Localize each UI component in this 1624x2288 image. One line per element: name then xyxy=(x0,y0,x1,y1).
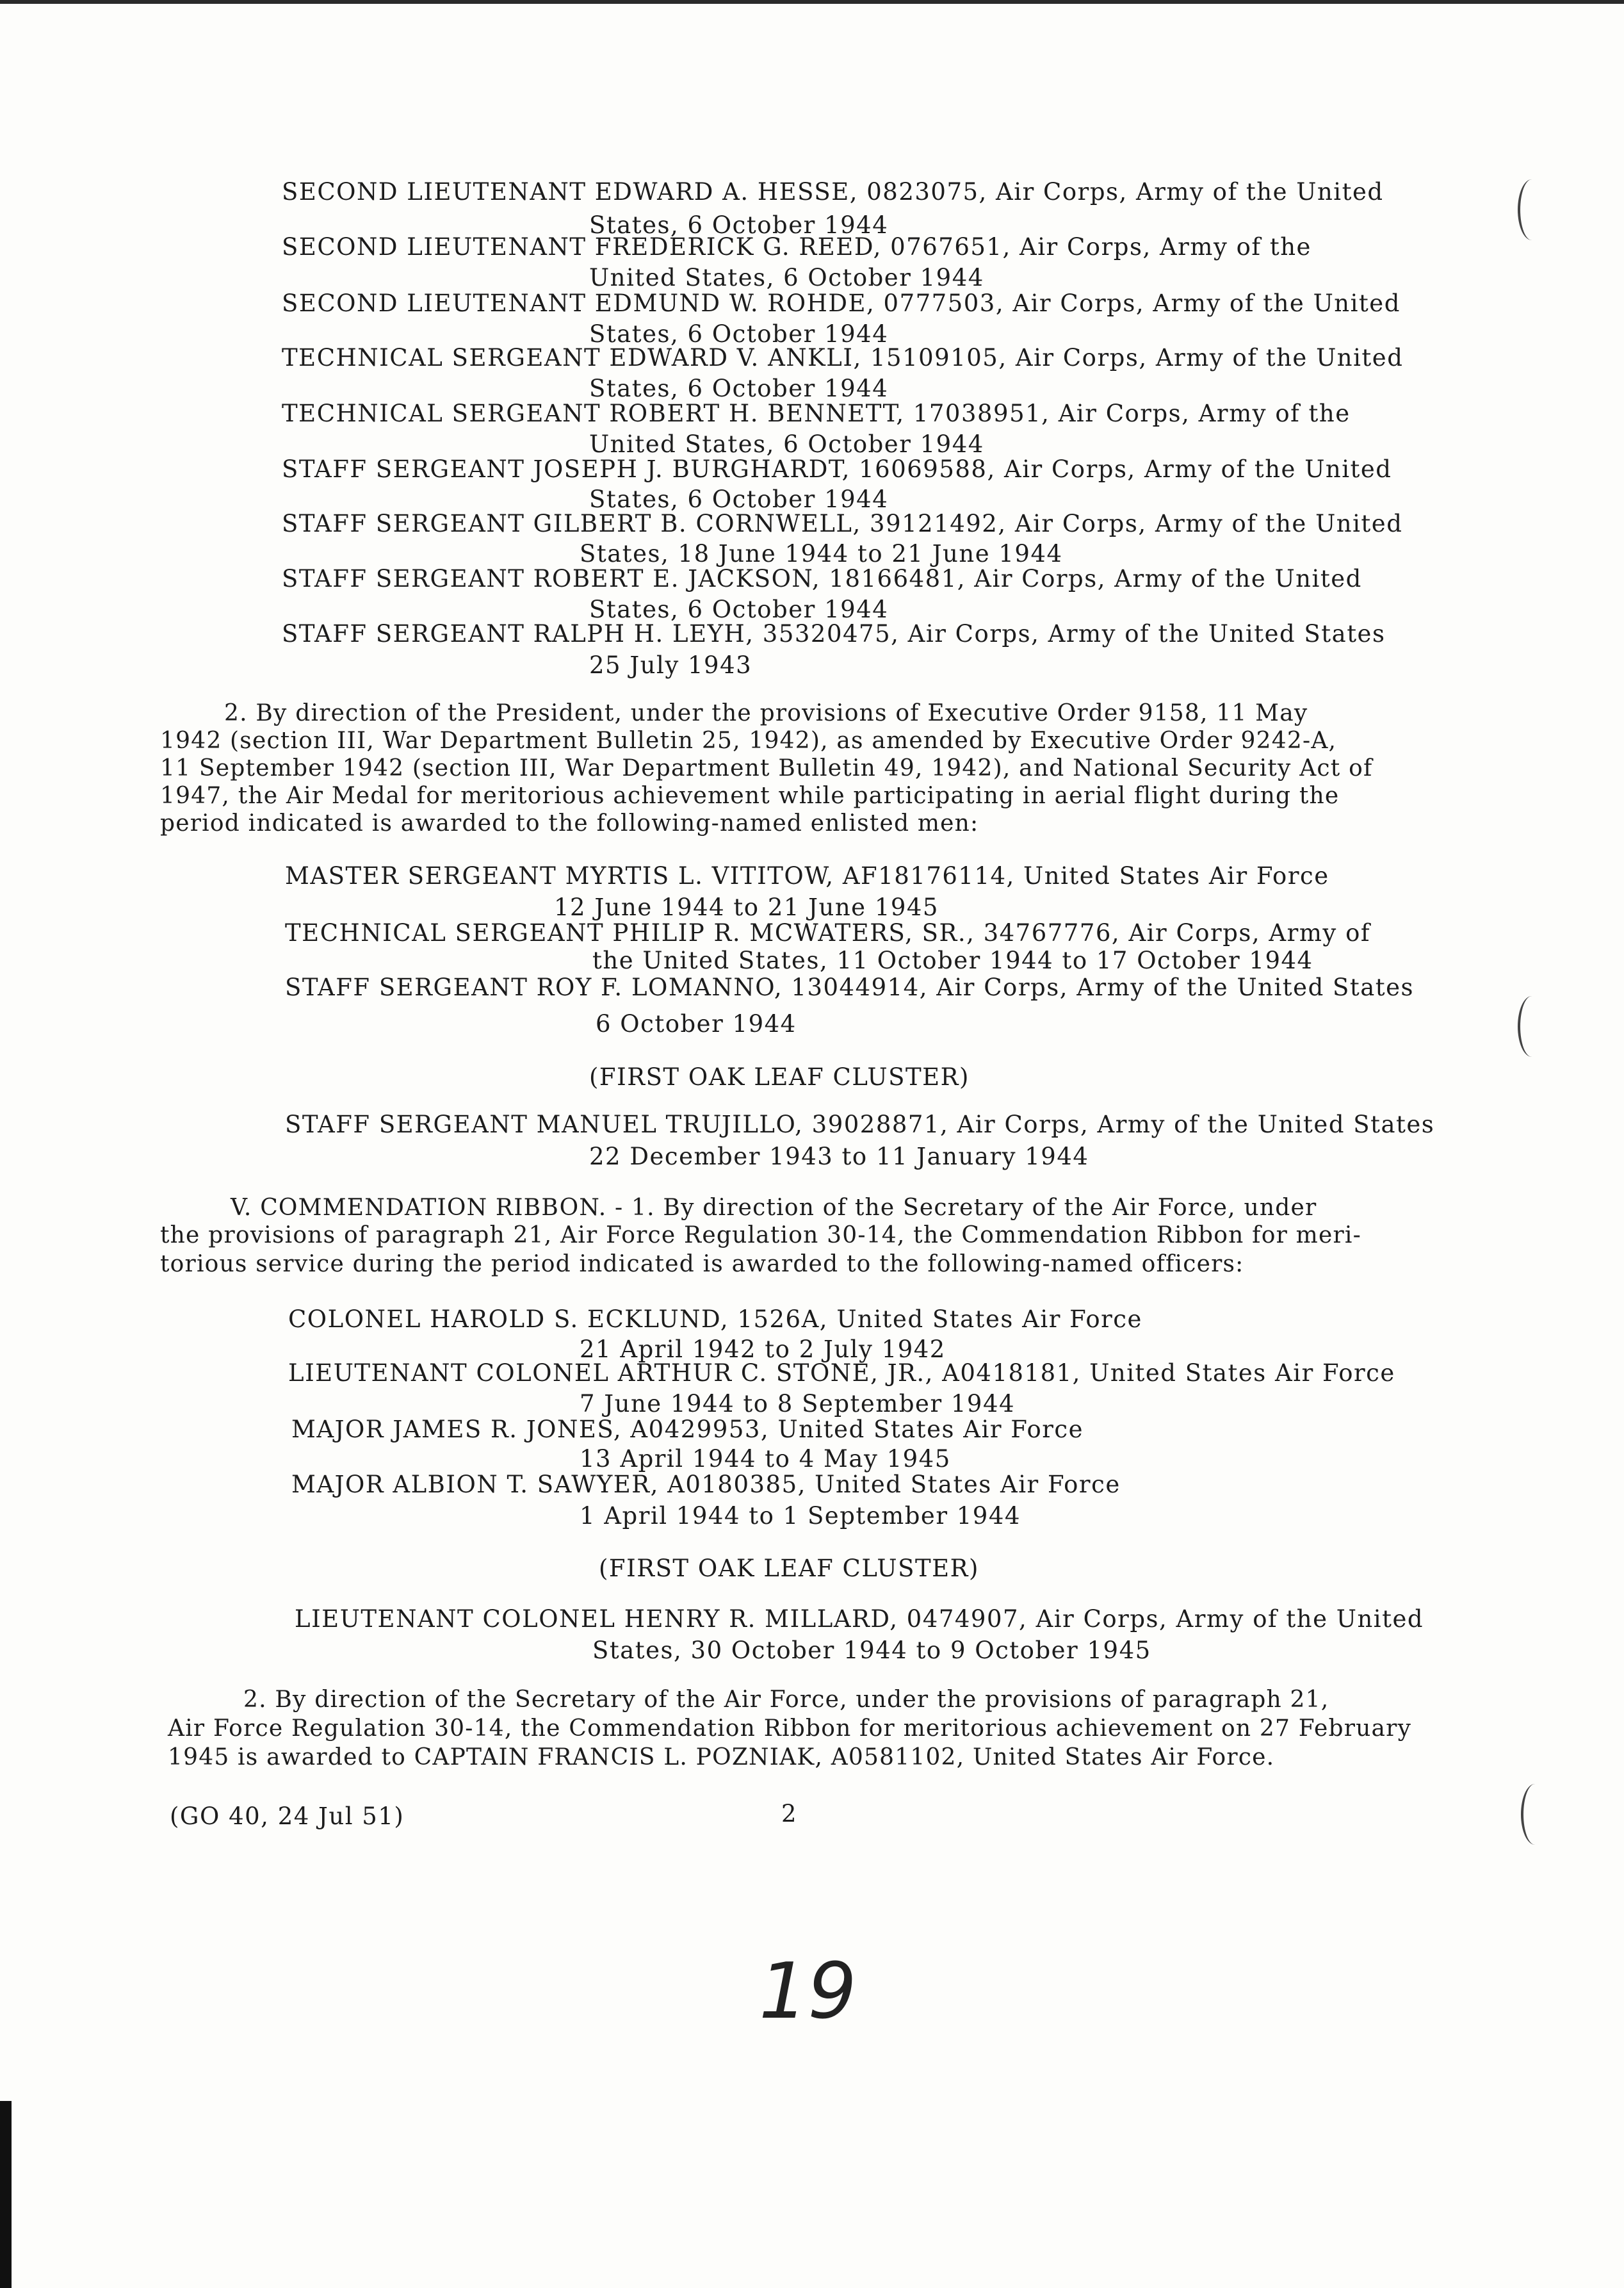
award-name: COLONEL HAROLD S. ECKLUND, 1526A, United States Air Force xyxy=(288,1305,1142,1333)
award-period: States, 6 October 1944 xyxy=(589,211,889,239)
award-period: United States, 6 October 1944 xyxy=(589,264,984,291)
award-period: 21 April 1942 to 2 July 1942 xyxy=(580,1336,946,1363)
award-name: TECHNICAL SERGEANT PHILIP R. MCWATERS, SR., 34767776, Air Corps, Army of xyxy=(285,919,1371,947)
punch-hole-bottom xyxy=(1521,1784,1549,1845)
award-name: STAFF SERGEANT ROBERT E. JACKSON, 18166481, Air Corps, Army of the United xyxy=(282,565,1362,592)
paragraph-line: V. COMMENDATION RIBBON. - 1. By direction of the Secretary of the Air Force, under xyxy=(231,1195,1317,1221)
award-period: 1 April 1944 to 1 September 1944 xyxy=(580,1502,1021,1530)
award-name: MAJOR JAMES R. JONES, A0429953, United States Air Force xyxy=(291,1416,1084,1443)
award-name: LIEUTENANT COLONEL HENRY R. MILLARD, 0474907, Air Corps, Army of the United xyxy=(295,1605,1424,1633)
cluster-heading: (FIRST OAK LEAF CLUSTER) xyxy=(589,1063,970,1091)
award-name: SECOND LIEUTENANT FREDERICK G. REED, 0767651, Air Corps, Army of the xyxy=(282,233,1311,261)
award-period: States, 6 October 1944 xyxy=(589,486,889,513)
award-period: States, 6 October 1944 xyxy=(589,375,889,402)
paragraph-line: torious service during the period indicated is awarded to the following-named officers: xyxy=(160,1251,1244,1277)
award-name: STAFF SERGEANT GILBERT B. CORNWELL, 39121492, Air Corps, Army of the United xyxy=(282,510,1403,537)
paragraph-line: Air Force Regulation 30-14, the Commendation Ribbon for meritorious achievement on 27 February xyxy=(168,1715,1412,1742)
award-period: States, 30 October 1944 to 9 October 1945 xyxy=(592,1637,1151,1664)
award-name: TECHNICAL SERGEANT EDWARD V. ANKLI, 15109105, Air Corps, Army of the United xyxy=(282,344,1404,372)
award-name: MAJOR ALBION T. SAWYER, A0180385, United States Air Force xyxy=(291,1471,1121,1498)
award-period: 13 April 1944 to 4 May 1945 xyxy=(580,1445,951,1473)
award-period: States, 18 June 1944 to 21 June 1944 xyxy=(580,540,1063,568)
paragraph-line: the provisions of paragraph 21, Air Force Regulation 30-14, the Commendation Ribbon for meri- xyxy=(160,1222,1361,1248)
paragraph-line: 2. By direction of the President, under the provisions of Executive Order 9158, 11 May xyxy=(224,700,1308,726)
award-period: United States, 6 October 1944 xyxy=(589,430,984,458)
paragraph-line: 1947, the Air Medal for meritorious achievement while participating in aerial flight during the xyxy=(160,783,1340,809)
scan-left-edge xyxy=(0,2101,12,2288)
scan-top-edge xyxy=(0,0,1624,4)
award-name: STAFF SERGEANT JOSEPH J. BURGHARDT, 16069588, Air Corps, Army of the United xyxy=(282,455,1392,483)
award-name: SECOND LIEUTENANT EDMUND W. ROHDE, 0777503, Air Corps, Army of the United xyxy=(282,290,1401,317)
award-name: STAFF SERGEANT RALPH H. LEYH, 35320475, Air Corps, Army of the United States xyxy=(282,620,1386,648)
award-period: 12 June 1944 to 21 June 1945 xyxy=(554,894,939,921)
award-period: 25 July 1943 xyxy=(589,651,752,679)
award-name: MASTER SERGEANT MYRTIS L. VITITOW, AF18176114, United States Air Force xyxy=(285,862,1329,890)
award-name: STAFF SERGEANT MANUEL TRUJILLO, 39028871, Air Corps, Army of the United States xyxy=(285,1111,1435,1138)
award-period: 22 December 1943 to 11 January 1944 xyxy=(589,1143,1089,1170)
award-name: SECOND LIEUTENANT EDWARD A. HESSE, 0823075, Air Corps, Army of the United xyxy=(282,178,1384,206)
award-period: 7 June 1944 to 8 September 1944 xyxy=(580,1390,1016,1418)
handwritten-page-number: 19 xyxy=(759,1947,857,2036)
page-number: 2 xyxy=(781,1800,798,1827)
general-order-reference: (GO 40, 24 Jul 51) xyxy=(170,1802,405,1830)
award-period: States, 6 October 1944 xyxy=(589,320,889,348)
award-name: TECHNICAL SERGEANT ROBERT H. BENNETT, 17038951, Air Corps, Army of the xyxy=(282,400,1351,427)
cluster-heading: (FIRST OAK LEAF CLUSTER) xyxy=(599,1555,979,1582)
award-period: States, 6 October 1944 xyxy=(589,596,889,623)
award-period: the United States, 11 October 1944 to 17 October 1944 xyxy=(592,947,1313,974)
paragraph-line: 1942 (section III, War Department Bulletin 25, 1942), as amended by Executive Order 9242-A, xyxy=(160,728,1337,754)
paragraph-line: 11 September 1942 (section III, War Department Bulletin 49, 1942), and National Security Act of xyxy=(160,755,1373,781)
award-name: LIEUTENANT COLONEL ARTHUR C. STONE, JR., A0418181, United States Air Force xyxy=(288,1359,1395,1387)
paragraph-line: 2. By direction of the Secretary of the Air Force, under the provisions of paragraph 21, xyxy=(243,1687,1329,1713)
paragraph-line: 1945 is awarded to CAPTAIN FRANCIS L. POZNIAK, A0581102, United States Air Force. xyxy=(168,1744,1275,1770)
punch-hole-middle xyxy=(1518,996,1546,1057)
punch-hole-top xyxy=(1518,179,1546,240)
award-period: 6 October 1944 xyxy=(596,1010,797,1038)
award-name: STAFF SERGEANT ROY F. LOMANNO, 13044914, Air Corps, Army of the United States xyxy=(285,974,1415,1001)
paragraph-line: period indicated is awarded to the following-named enlisted men: xyxy=(160,810,979,837)
